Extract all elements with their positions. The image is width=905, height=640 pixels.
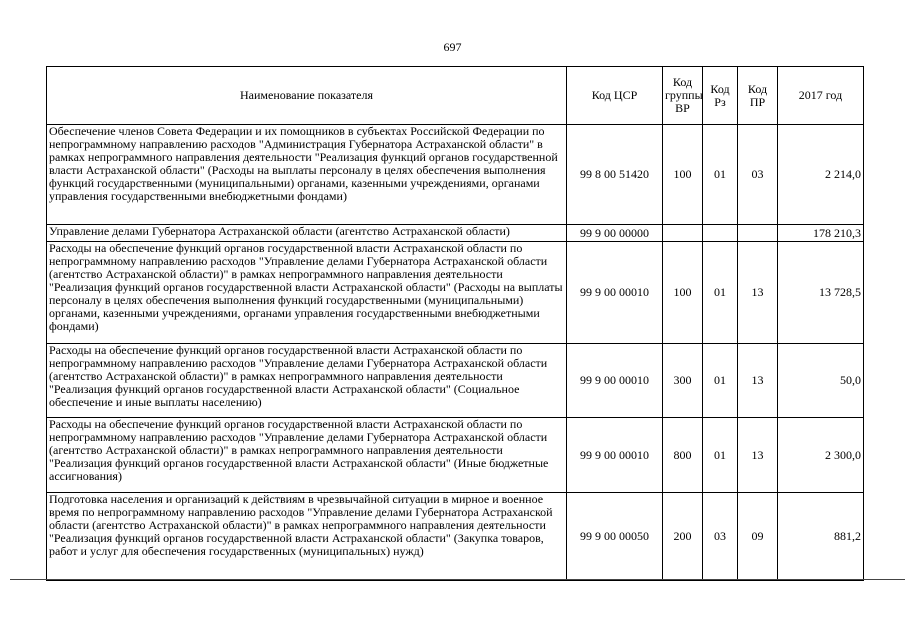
row-rz: 01 — [703, 125, 738, 225]
table-row — [47, 225, 864, 242]
row-rz: 03 — [703, 493, 738, 581]
header-rz: Код Рз — [703, 67, 738, 125]
row-name: Подготовка населения и организаций к действиям в чрезвычайной ситуации в мирное и военное время по непрограммному направлению расходов "Управление делами Губернатора Астраханской области (агентство Астраханской области)" в рамках непрограммного направления деятельности "Реализация функций органов государственной власти Астраханской области" (Закупка товаров, работ и услуг для обеспечения государственных (муниципальных) нужд) — [47, 493, 567, 581]
row-csr: 99 9 00 00010 — [567, 344, 663, 418]
table-row — [47, 493, 864, 581]
table-row — [47, 418, 864, 493]
row-vr: 200 — [663, 493, 703, 581]
budget-table — [46, 66, 864, 581]
row-vr — [663, 225, 703, 242]
row-pr: 13 — [738, 344, 778, 418]
row-csr: 99 9 00 00010 — [567, 242, 663, 344]
row-amount: 13 728,5 — [778, 242, 864, 344]
row-pr: 09 — [738, 493, 778, 581]
row-name: Расходы на обеспечение функций органов государственной власти Астраханской области по непрограммному направлению расходов "Управление делами Губернатора Астраханской области (агентство Астраханской области)" в рамках непрограммного направления деятельности "Реализация функций органов государственной власти Астраханской области" (Социальное обеспечение и иные выплаты населению) — [47, 344, 567, 418]
row-amount: 2 214,0 — [778, 125, 864, 225]
row-name: Расходы на обеспечение функций органов государственной власти Астраханской области по непрограммному направлению расходов "Управление делами Губернатора Астраханской области (агентство Астраханской области)" в рамках непрограммного направления деятельности "Реализация функций органов государственной власти Астраханской области" (Иные бюджетные ассигнования) — [47, 418, 567, 493]
row-vr: 100 — [663, 242, 703, 344]
row-amount: 178 210,3 — [778, 225, 864, 242]
row-csr: 99 9 00 00000 — [567, 225, 663, 242]
row-rz — [703, 225, 738, 242]
header-vr: Код группы ВР — [663, 67, 703, 125]
row-name: Обеспечение членов Совета Федерации и их помощников в субъектах Российской Федерации по непрограммному направлению расходов "Администрация Губернатора Астраханской области" в рамках непрограммного направления деятельности "Реализация функций органов государственной власти Астраханской области" (Расходы на выплаты персоналу в целях обеспечения выполнения функций государственными (муниципальными) органами, казенными учреждениями, органами управления государственными внебюджетными фондами) — [47, 125, 567, 225]
row-amount: 881,2 — [778, 493, 864, 581]
row-csr: 99 9 00 00050 — [567, 493, 663, 581]
row-vr: 100 — [663, 125, 703, 225]
row-name: Управление делами Губернатора Астраханской области (агентство Астраханской области) — [47, 225, 567, 242]
header-csr: Код ЦСР — [567, 67, 663, 125]
table-row — [47, 242, 864, 344]
row-pr: 13 — [738, 242, 778, 344]
header-year: 2017 год — [778, 67, 864, 125]
row-pr — [738, 225, 778, 242]
row-csr: 99 9 00 00010 — [567, 418, 663, 493]
row-pr: 03 — [738, 125, 778, 225]
header-pr: Код ПР — [738, 67, 778, 125]
row-amount: 2 300,0 — [778, 418, 864, 493]
row-rz: 01 — [703, 242, 738, 344]
row-rz: 01 — [703, 418, 738, 493]
page-number: 697 — [443, 40, 462, 54]
header-name: Наименование показателя — [47, 67, 567, 125]
row-vr: 300 — [663, 344, 703, 418]
table-row — [47, 125, 864, 225]
row-amount: 50,0 — [778, 344, 864, 418]
row-name: Расходы на обеспечение функций органов государственной власти Астраханской области по непрограммному направлению расходов "Управление делами Губернатора Астраханской области (агентство Астраханской области)" в рамках непрограммного направления деятельности "Реализация функций органов государственной власти Астраханской области" (Расходы на выплаты персоналу в целях обеспечения выполнения функций государственными (муниципальными) органами, казенными учреждениями, органами управления государственными внебюджетными фондами) — [47, 242, 567, 344]
row-csr: 99 8 00 51420 — [567, 125, 663, 225]
row-vr: 800 — [663, 418, 703, 493]
page-cut-line — [10, 579, 905, 580]
row-rz: 01 — [703, 344, 738, 418]
row-pr: 13 — [738, 418, 778, 493]
table-header-row — [47, 67, 864, 125]
table-row — [47, 344, 864, 418]
